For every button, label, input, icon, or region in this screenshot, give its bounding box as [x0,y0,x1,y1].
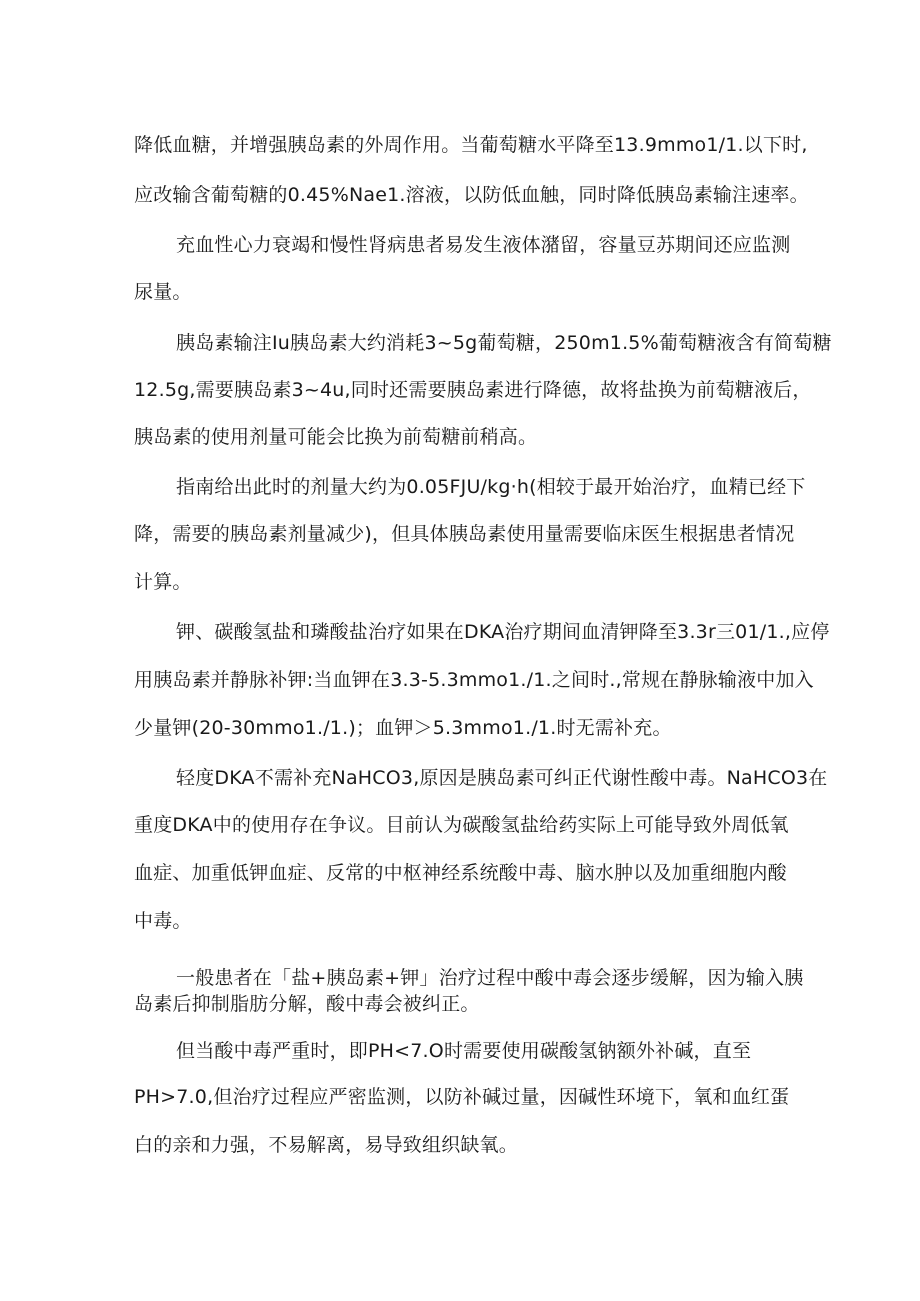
text-line: 白的亲和力强，不易解离，易导致组织缺氧。 [134,1134,519,1156]
text-line: 计算。 [134,571,192,593]
text-line: 降，需要的胰岛素剂量减少)，但具体胰岛素使用量需要临床医生根据患者情况 [134,523,795,545]
text-line: 重度DKA中的使用存在争议。目前认为碳酸氢盐给药实际上可能导致外周低氧 [134,814,789,836]
text-line: 少量钾(20-30mmo1./1.)；血钾＞5.3mmo1./1.时无需补充。 [134,717,672,739]
text-line: 中毒。 [134,910,192,932]
text-line: 钾、碳酸氢盐和璘酸盐治疗如果在DKA治疗期间血清钾降至3.3r三01/1.,应停 [176,621,830,643]
text-line: 但当酸中毒严重时，即PH<7.O时需要使用碳酸氢钠额外补碱，直至 [176,1040,752,1062]
text-line: 应改输含葡萄糖的0.45%Nae1.溶液，以防低血触，同时降低胰岛素输注速率。 [134,184,809,206]
text-line: 降低血糖，并增强胰岛素的外周作用。当葡萄糖水平降至13.9mmo1/1.以下时, [134,134,808,156]
text-line: 岛素后抑制脂肪分解，酸中毒会被纠正。 [134,993,480,1015]
text-line: 指南给出此时的剂量大约为0.05FJU/kg·h(相较于最开始治疗，血精已经下 [176,476,806,498]
text-line: 用胰岛素并静脉补钾:当血钾在3.3-5.3mmo1./1.之间时.,常规在静脉输液中加入 [134,669,814,691]
text-line: 胰岛素输注Iu胰岛素大约消耗3~5g葡萄糖，250m1.5%葡萄糖液含有简萄糖 [176,332,832,354]
text-line: 一般患者在「盐+胰岛素+钾」治疗过程中酸中毒会逐步缓解，因为输入胰 [176,967,804,989]
text-line: 轻度DKA不需补充NaHCO3,原因是胰岛素可纠正代谢性酸中毒。NaHCO3在 [176,767,828,789]
text-line: 尿量。 [134,281,192,303]
text-line: 血症、加重低钾血症、反常的中枢神经系统酸中毒、脑水肿以及加重细胞内酸 [134,862,787,884]
text-line: 胰岛素的使用剂量可能会比换为前萄糖前稍高。 [134,426,538,448]
text-line: PH>7.0,但治疗过程应严密监测，以防补碱过量，因碱性环境下，氧和血红蛋 [134,1086,790,1108]
text-line: 12.5g,需要胰岛素3~4u,同时还需要胰岛素进行降德，故将盐换为前萄糖液后， [134,379,812,401]
text-line: 充血性心力衰竭和慢性肾病患者易发生液体潴留，容量豆苏期间还应监测 [176,234,791,256]
